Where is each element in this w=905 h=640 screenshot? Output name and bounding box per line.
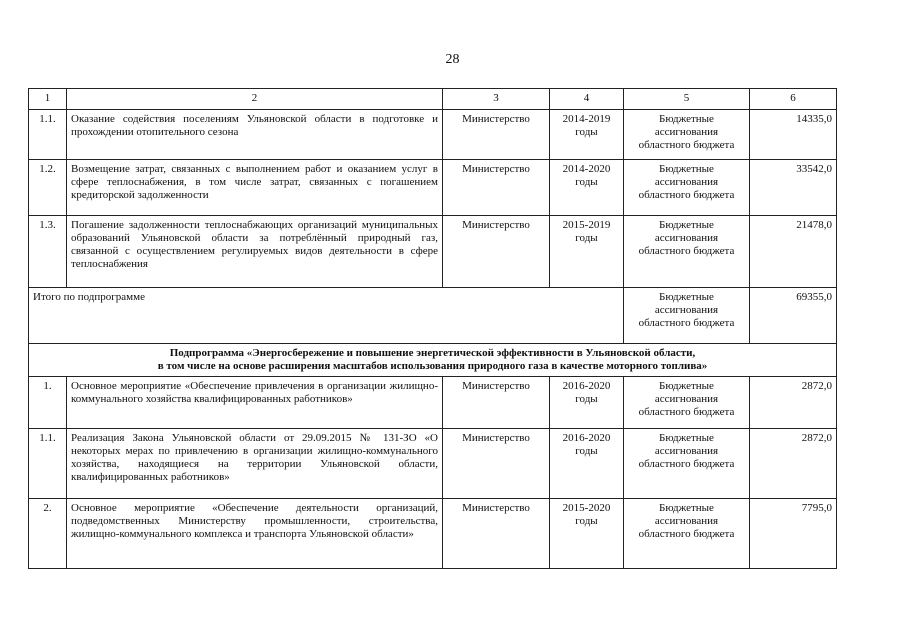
row-number: 1.1. [29,429,67,499]
activity-text: Основное мероприятие «Обеспечение привлечения в организации жилищно-коммунального хозяйства квалифицированных работников» [67,377,443,429]
subprogram-title-line: Подпрограмма «Энергосбережение и повышение энергетической эффективности в Ульяновской области, [169,347,696,359]
total-row [29,288,837,344]
row-number: 1.2. [29,160,67,216]
years: 2016-2020 годы [550,429,624,499]
years: 2015-2019 годы [550,216,624,288]
table-row [29,216,837,288]
column-number: 4 [550,89,624,110]
row-number: 1.1. [29,110,67,160]
funding-source: Бюджетные ассигнования областного бюджета [624,160,750,216]
table-row [29,160,837,216]
years: 2014-2020 годы [550,160,624,216]
funding-source: Бюджетные ассигнования областного бюджета [624,499,750,569]
amount: 33542,0 [750,160,837,216]
activity-text: Погашение задолженности теплоснабжающих организаций муниципальных образований Ульяновской области за потреблённый природный газ, связанной с осуществлением регулируемых видов деятельности в сфере теплоснабжения [67,216,443,288]
activity-text: Основное мероприятие «Обеспечение деятельности организаций, подведомственных Министерству промышленности, строительства, жилищно-коммунального комплекса и транспорта Ульяновской области» [67,499,443,569]
row-number: 1. [29,377,67,429]
years: 2015-2020 годы [550,499,624,569]
column-number-row [29,89,837,110]
activity-text: Возмещение затрат, связанных с выполнением работ и оказанием услуг в сфере теплоснабжения, в том числе затрат, связанных с погашением кредиторской задолженности [67,160,443,216]
column-number: 5 [624,89,750,110]
amount: 2872,0 [750,377,837,429]
column-number: 2 [67,89,443,110]
page-number: 28 [445,52,460,67]
table-row [29,377,837,429]
row-number: 1.3. [29,216,67,288]
executor: Министерство [443,110,550,160]
executor: Министерство [443,160,550,216]
activity-text: Оказание содействия поселениям Ульяновской области в подготовке и прохождении отопительного сезона [67,110,443,160]
column-number: 1 [29,89,67,110]
total-label: Итого по подпрограмме [29,288,624,344]
funding-source: Бюджетные ассигнования областного бюджета [624,288,750,344]
funding-source: Бюджетные ассигнования областного бюджета [624,216,750,288]
amount: 7795,0 [750,499,837,569]
column-number: 3 [443,89,550,110]
amount: 14335,0 [750,110,837,160]
table-row [29,429,837,499]
executor: Министерство [443,499,550,569]
total-amount: 69355,0 [750,288,837,344]
amount: 2872,0 [750,429,837,499]
table-row [29,110,837,160]
funding-source: Бюджетные ассигнования областного бюджета [624,429,750,499]
table-row [29,499,837,569]
years: 2016-2020 годы [550,377,624,429]
column-number: 6 [750,89,837,110]
subprogram-title-line: в том числе на основе расширения масштабов использования природного газа в качестве моторного топлива» [157,360,708,372]
funding-source: Бюджетные ассигнования областного бюджета [624,110,750,160]
amount: 21478,0 [750,216,837,288]
program-table [28,88,837,569]
activity-text: Реализация Закона Ульяновской области от 29.09.2015 № 131-ЗО «О некоторых мерах по привлечению в организации жилищно-коммунального хозяйства, находящиеся на территории Ульяновской области, квалифицированных работников» [67,429,443,499]
executor: Министерство [443,377,550,429]
executor: Министерство [443,429,550,499]
subprogram-row [29,344,837,377]
row-number: 2. [29,499,67,569]
executor: Министерство [443,216,550,288]
funding-source: Бюджетные ассигнования областного бюджета [624,377,750,429]
years: 2014-2019 годы [550,110,624,160]
subprogram-title [29,344,837,377]
